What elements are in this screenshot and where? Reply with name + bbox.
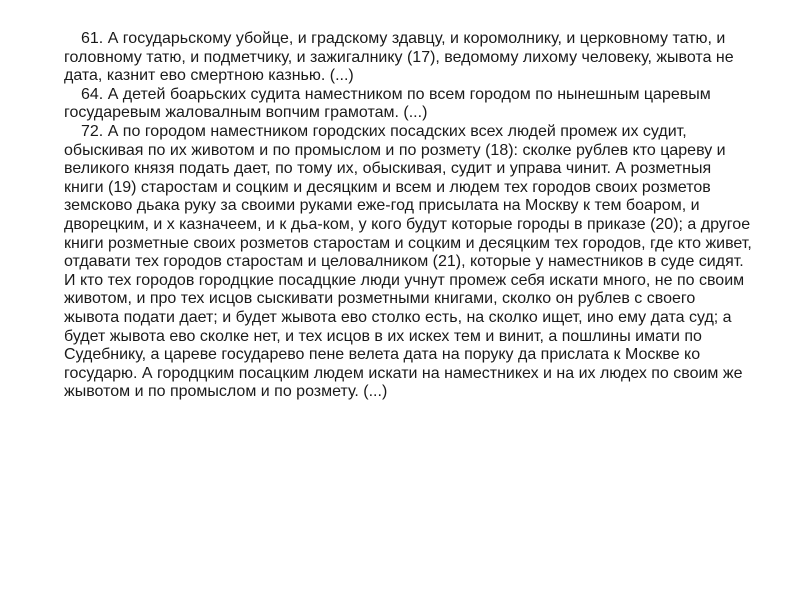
paragraph-64: 64. А детей боарьских судита наместником по всем городом по нынешным царевым государевым жаловалным вопчим грамотам. (...)	[64, 85, 711, 122]
paragraph-61: 61. А государьскому убойце, и градскому здавцу, и коромолнику, и церковному татю, и головному татю, и подметчику, и зажигалнику (17), ведомому лихому человеку, жывота не дата, казнит ево смертною казнью. (...)	[64, 30, 734, 85]
document-text	[64, 30, 754, 402]
paragraph-72: 72. А по городом наместником городских посадских всех людей промеж их судит, обыскивая по их животом и по промыслом и по розмету (18): сколке рублев кто цареву и великого князя подать дает, по тому их, обыскивая, судит и управа чинит. А розметныя книги (19) старостам и соцким и десяцким и всем и людем тех городов своих розметов земсково дьака руку за своими руками еже-год присылата на Москву к тем боаром, и дворецким, и х казначеем, и к дьа-ком, у кого будут которые городы в приказе (20); а другое книги розметные своих розметов старостам и соцким и десяцким тех городов, где кто живет, отдавати тех городов старостам и целовалником (21), которые у наместников в суде сидят. И кто тех городов городцкие посадцкие люди учнут промеж себя искати много, не по своим животом, и про тех исцов сыскивати розметными книгами, сколко он рублев с своего жывота подати дает; и будет жывота ево столко есть, на сколко ищет, ино ему дата суд; а будет жывота ево сколке нет, и тех исцов в их искех тем и винит, а пошлины имати по Судебнику, а цареве государево пене велета дата на поруку да прислата к Москве ко государю. А городцким посацким людем искати на наместникех и на их людех по своим же жывотом и по промыслом и по розмету. (...)	[64, 122, 752, 401]
